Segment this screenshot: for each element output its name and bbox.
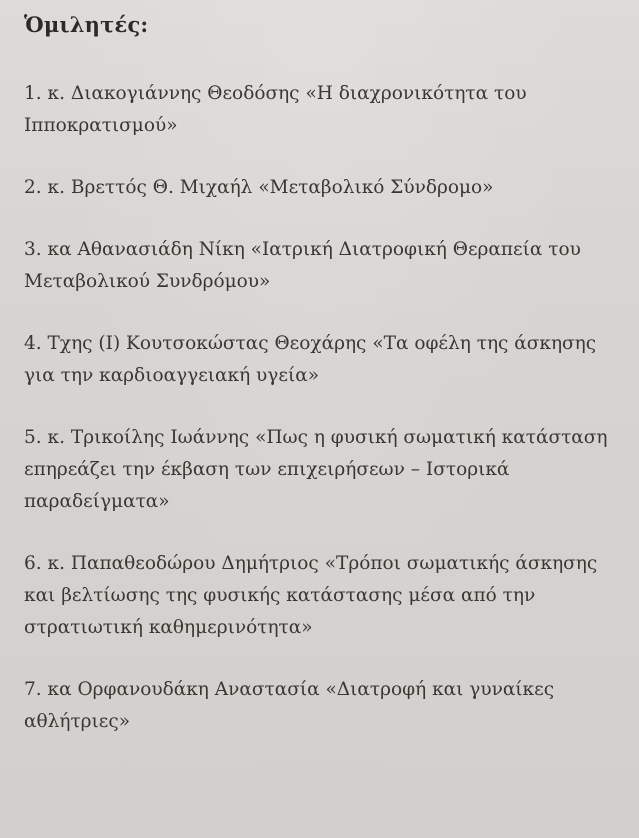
speaker-number: 3. <box>24 239 42 260</box>
speaker-number: 1. <box>24 83 42 104</box>
speaker-item-2 <box>24 172 629 204</box>
speaker-name: κα Ορφανουδάκη Αναστασία <box>47 679 320 700</box>
speaker-number: 2. <box>24 177 42 198</box>
speaker-item-1 <box>24 78 629 142</box>
speaker-name: κα Αθανασιάδη Νίκη <box>47 239 245 260</box>
speakers-list <box>24 78 629 768</box>
speaker-name: κ. Διακογιάννης Θεοδόσης <box>47 83 300 104</box>
speaker-item-4 <box>24 328 629 392</box>
speaker-item-3 <box>24 234 629 298</box>
speaker-number: 4. <box>24 333 42 354</box>
speaker-name: κ. Βρεττός Θ. Μιχαήλ <box>47 177 253 198</box>
talk-title: «Διατροφή και γυναίκες αθλήτριες» <box>24 679 555 732</box>
speaker-item-5 <box>24 422 629 518</box>
talk-title: «Η διαχρονικότητα του Ιπποκρατισμού» <box>24 83 527 136</box>
speaker-item-7 <box>24 674 629 738</box>
speaker-number: 6. <box>24 553 42 574</box>
talk-title: «Πως η φυσική σωματική κατάσταση επηρεάζει την έκβαση των επιχειρήσεων – Ιστορικά παραδείγματα» <box>24 427 608 512</box>
talk-title: «Μεταβολικό Σύνδρομο» <box>258 177 494 198</box>
speaker-number: 7. <box>24 679 42 700</box>
speaker-name: κ. Τρικοίλης Ιωάννης <box>47 427 250 448</box>
speaker-name: κ. Παπαθεοδώρου Δημήτριος <box>47 553 319 574</box>
talk-title: «Τα οφέλη της άσκησης για την καρδιοαγγειακή υγεία» <box>24 333 597 386</box>
speaker-name: Τχης (Ι) Κουτσοκώστας Θεοχάρης <box>47 333 367 354</box>
speaker-number: 5. <box>24 427 42 448</box>
talk-title: «Ιατρική Διατροφική Θεραπεία του Μεταβολικού Συνδρόμου» <box>24 239 581 292</box>
speakers-heading: Ὁμιλητές: <box>24 12 149 37</box>
speaker-item-6 <box>24 548 629 644</box>
talk-title: «Τρόποι σωματικής άσκησης και βελτίωσης της φυσικής κατάστασης μέσα από την στρατιωτική καθημερινότητα» <box>24 553 598 638</box>
